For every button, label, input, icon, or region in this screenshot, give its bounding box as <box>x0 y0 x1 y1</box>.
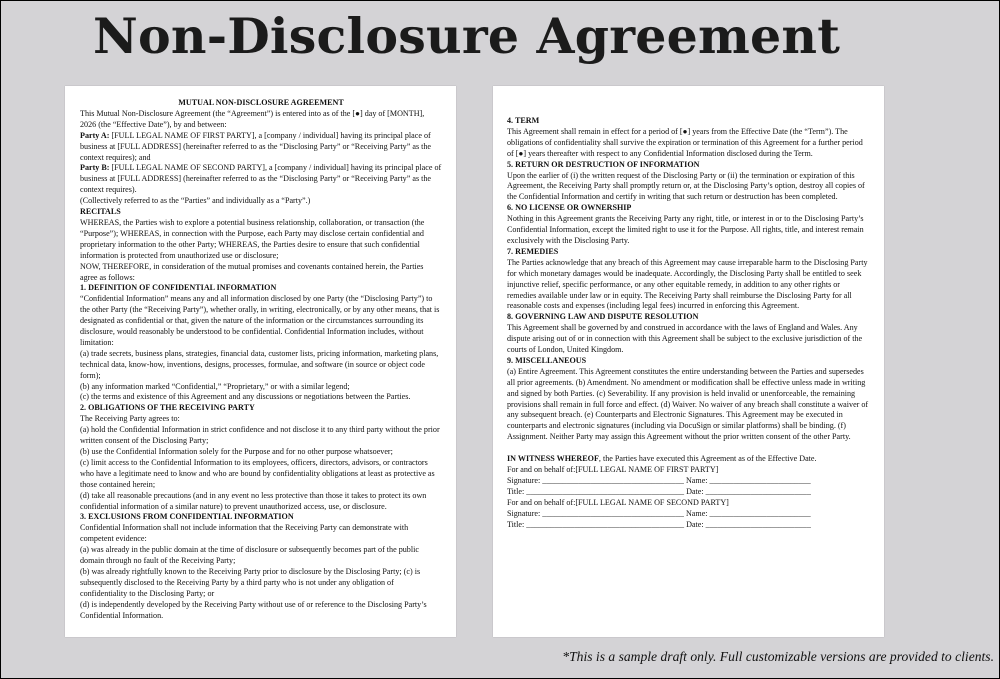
section-1-item-a: (a) trade secrets, business plans, strategies, financial data, customer lists, pricing information, marketing plans, technical data, know-how, inventions, designs, processes, formulae, and software (in source or object code form); <box>80 348 439 380</box>
title-line-a: Title: _______________________________________ Date: __________________________ <box>507 486 811 496</box>
section-2-heading: 2. OBLIGATIONS OF THE RECEIVING PARTY <box>80 403 255 413</box>
collectively-paragraph: (Collectively referred to as the “Parties” and individually as a “Party”.) <box>80 196 311 206</box>
section-7-heading: 7. REMEDIES <box>507 246 559 256</box>
signature-line-a: Signature: ___________________________________ Name: _________________________ <box>507 475 811 485</box>
signature-line-b: Signature: ___________________________________ Name: _________________________ <box>507 508 811 518</box>
section-2-item-d: (d) take all reasonable precautions (and in any event no less protective than those it takes to protect its own confidential information of a similar nature) to prevent unauthorized access, use, or disclosure. <box>80 490 427 511</box>
section-9-paragraph: (a) Entire Agreement. This Agreement constitutes the entire understanding between the Parties and supersedes all prior agreements. (b) Amendment. No amendment or modification shall be effective unless made in writing and signed by both Parties. (c) Severability. If any provision is held invalid or unenforceable, the remaining provisions shall remain in full force and effect. (d) Waiver. No waiver of any breach shall constitute a waiver of any subsequent breach. (e) Counterparts and Electronic Signatures. This Agreement may be executed in counterparts and electronic signatures (including via DocuSign or similar platforms) shall be binding. (f) Assignment. Neither Party may assign this Agreement without the prior written consent of the other Party. <box>507 366 869 442</box>
document-page-1 <box>65 86 456 637</box>
page-1-content <box>80 98 442 622</box>
section-8-heading: 8. GOVERNING LAW AND DISPUTE RESOLUTION <box>507 312 699 322</box>
section-2-intro: The Receiving Party agrees to: <box>80 414 180 424</box>
section-8-paragraph: This Agreement shall be governed by and construed in accordance with the laws of England and Wales. Any dispute arising out of or in connection with this Agreement shall be subject to the exclusive jurisdiction of the courts of London, United Kingdom. <box>507 323 863 355</box>
section-9-heading: 9. MISCELLANEOUS <box>507 355 587 365</box>
section-2-item-b: (b) use the Confidential Information solely for the Purpose and for no other purpose whatsoever; <box>80 447 393 456</box>
section-1-heading: 1. DEFINITION OF CONFIDENTIAL INFORMATION <box>80 283 277 293</box>
section-3-intro: Confidential Information shall not include information that the Receiving Party can demonstrate with competent evidence: <box>80 523 409 544</box>
party-a-label: Party A: <box>80 130 110 140</box>
section-3-heading: 3. EXCLUSIONS FROM CONFIDENTIAL INFORMATION <box>80 512 294 522</box>
section-6-paragraph: Nothing in this Agreement grants the Receiving Party any right, title, or interest in or to the Disclosing Party’s Confidential Information, except the limited right to use it for the Purpose. All rights, title, and interest remain exclusively with the Disclosing Party. <box>507 214 864 245</box>
section-3-item-b: (b) was already rightfully known to the Receiving Party prior to disclosure by the Disclosing Party; (c) is subsequently disclosed to the Receiving Party by a third party who is not under any obligation of confidentiality to the Disclosing Party; or <box>80 566 421 598</box>
section-2-item-a: (a) hold the Confidential Information in strict confidence and not disclose it to any third party without the prior written consent of the Disclosing Party; <box>80 425 440 446</box>
behalf-party-a: For and on behalf of:[FULL LEGAL NAME OF FIRST PARTY] <box>507 464 719 474</box>
party-a-text: [FULL LEGAL NAME OF FIRST PARTY], a [company / individual] having its principal place of business at [FULL ADDRESS] (hereinafter referred to as the “Disclosing Party” or “Receiving Party” as the context requires); and <box>80 130 432 162</box>
section-4-paragraph: This Agreement shall remain in effect for a period of [●] years from the Effective Date (the “Term”). The obligations of confidentiality shall survive the expiration or termination of this Agreement for a further period of [●] years thereafter with respect to any Confidential Information disclosed during the Term. <box>507 126 863 158</box>
section-1-item-c: (c) the terms and existence of this Agreement and any discussions or negotiations between the Parties. <box>80 392 411 402</box>
witness-bold: IN WITNESS WHEREOF <box>507 454 599 464</box>
party-a-paragraph <box>80 131 442 164</box>
intro-paragraph: This Mutual Non-Disclosure Agreement (the “Agreement”) is entered into as of the [●] day of [MONTH], 2026 (the “Effective Date”), by and between: <box>80 108 425 129</box>
document-page-2 <box>493 86 884 637</box>
section-2-item-c: (c) limit access to the Confidential Information to its employees, officers, directors, advisors, or contractors who have a legitimate need to know and who are bound by confidentiality obligations at least as protective as those contained herein; <box>80 457 435 489</box>
behalf-party-b: For and on behalf of:[FULL LEGAL NAME OF SECOND PARTY] <box>507 497 729 507</box>
now-therefore-paragraph: NOW, THEREFORE, in consideration of the mutual promises and covenants contained herein, the Parties agree as follows: <box>80 261 424 282</box>
recitals-heading: RECITALS <box>80 207 121 217</box>
party-b-paragraph <box>80 163 442 196</box>
agreement-title: MUTUAL NON-DISCLOSURE AGREEMENT <box>178 98 344 107</box>
section-4-heading: 4. TERM <box>507 116 540 125</box>
party-b-text: [FULL LEGAL NAME OF SECOND PARTY], a [company / individual] having its principal place of business at [FULL ADDRESS] (hereinafter referred to as the “Disclosing Party” or “Receiving Party” as the context requires). <box>80 163 442 195</box>
section-1-paragraph: “Confidential Information” means any and all information disclosed by one Party (the “Disclosing Party”) to the other Party (the “Receiving Party”), whether orally, in writing, electronically, or by any other means, that is designated as confidential or that, given the nature of the information or the circumstances surrounding its disclosure, would reasonably be understood to be confidential. Confidential Information includes, without limitation: <box>80 294 440 347</box>
section-5-paragraph: Upon the earlier of (i) the written request of the Disclosing Party or (ii) the termination or expiration of this Agreement, the Receiving Party shall promptly return or, at the Disclosing Party’s option, destroy all copies of the Confidential Information and certify in writing that such return or destruction has been completed. <box>507 170 865 202</box>
spacer <box>507 443 871 454</box>
witness-text: , the Parties have executed this Agreement as of the Effective Date. <box>598 454 817 464</box>
witness-paragraph <box>507 454 871 465</box>
sample-draft-footnote: *This is a sample draft only. Full customizable versions are provided to clients. <box>562 649 994 664</box>
section-7-paragraph: The Parties acknowledge that any breach of this Agreement may cause irreparable harm to the Disclosing Party for which monetary damages would be inadequate. Accordingly, the Disclosing Party shall be entitled to seek injunctive relief, specific performance, or any other equitable remedy, in addition to any other rights or remedies available under law or in equity. The Receiving Party shall reimburse the Disclosing Party for all reasonable costs and expenses (including legal fees) incurred in enforcing this Agreement. <box>507 257 868 311</box>
page-title: Non-Disclosure Agreement <box>93 7 841 65</box>
party-b-label: Party B: <box>80 163 110 173</box>
section-3-item-d: (d) is independently developed by the Receiving Party without use of or reference to the Disclosing Party’s Confidential Information. <box>80 599 427 620</box>
section-1-item-b: (b) any information marked “Confidential,” “Proprietary,” or with a similar legend; <box>80 381 350 391</box>
recitals-paragraph: WHEREAS, the Parties wish to explore a potential business relationship, collaboration, or transaction (the “Purpose”); WHEREAS, in connection with the Purpose, each Party may disclose certain confidential and proprietary information to the other Party; WHEREAS, the Parties desire to ensure that such confidential information is protected from unauthorized use or disclosure; <box>80 217 425 260</box>
section-5-heading: 5. RETURN OR DESTRUCTION OF INFORMATION <box>507 159 700 169</box>
title-line-b: Title: _______________________________________ Date: __________________________ <box>507 519 811 529</box>
section-6-heading: 6. NO LICENSE OR OWNERSHIP <box>507 203 632 213</box>
section-3-item-a: (a) was already in the public domain at the time of disclosure or subsequently becomes part of the public domain through no fault of the Receiving Party; <box>80 545 419 566</box>
page-2-content <box>507 116 871 530</box>
